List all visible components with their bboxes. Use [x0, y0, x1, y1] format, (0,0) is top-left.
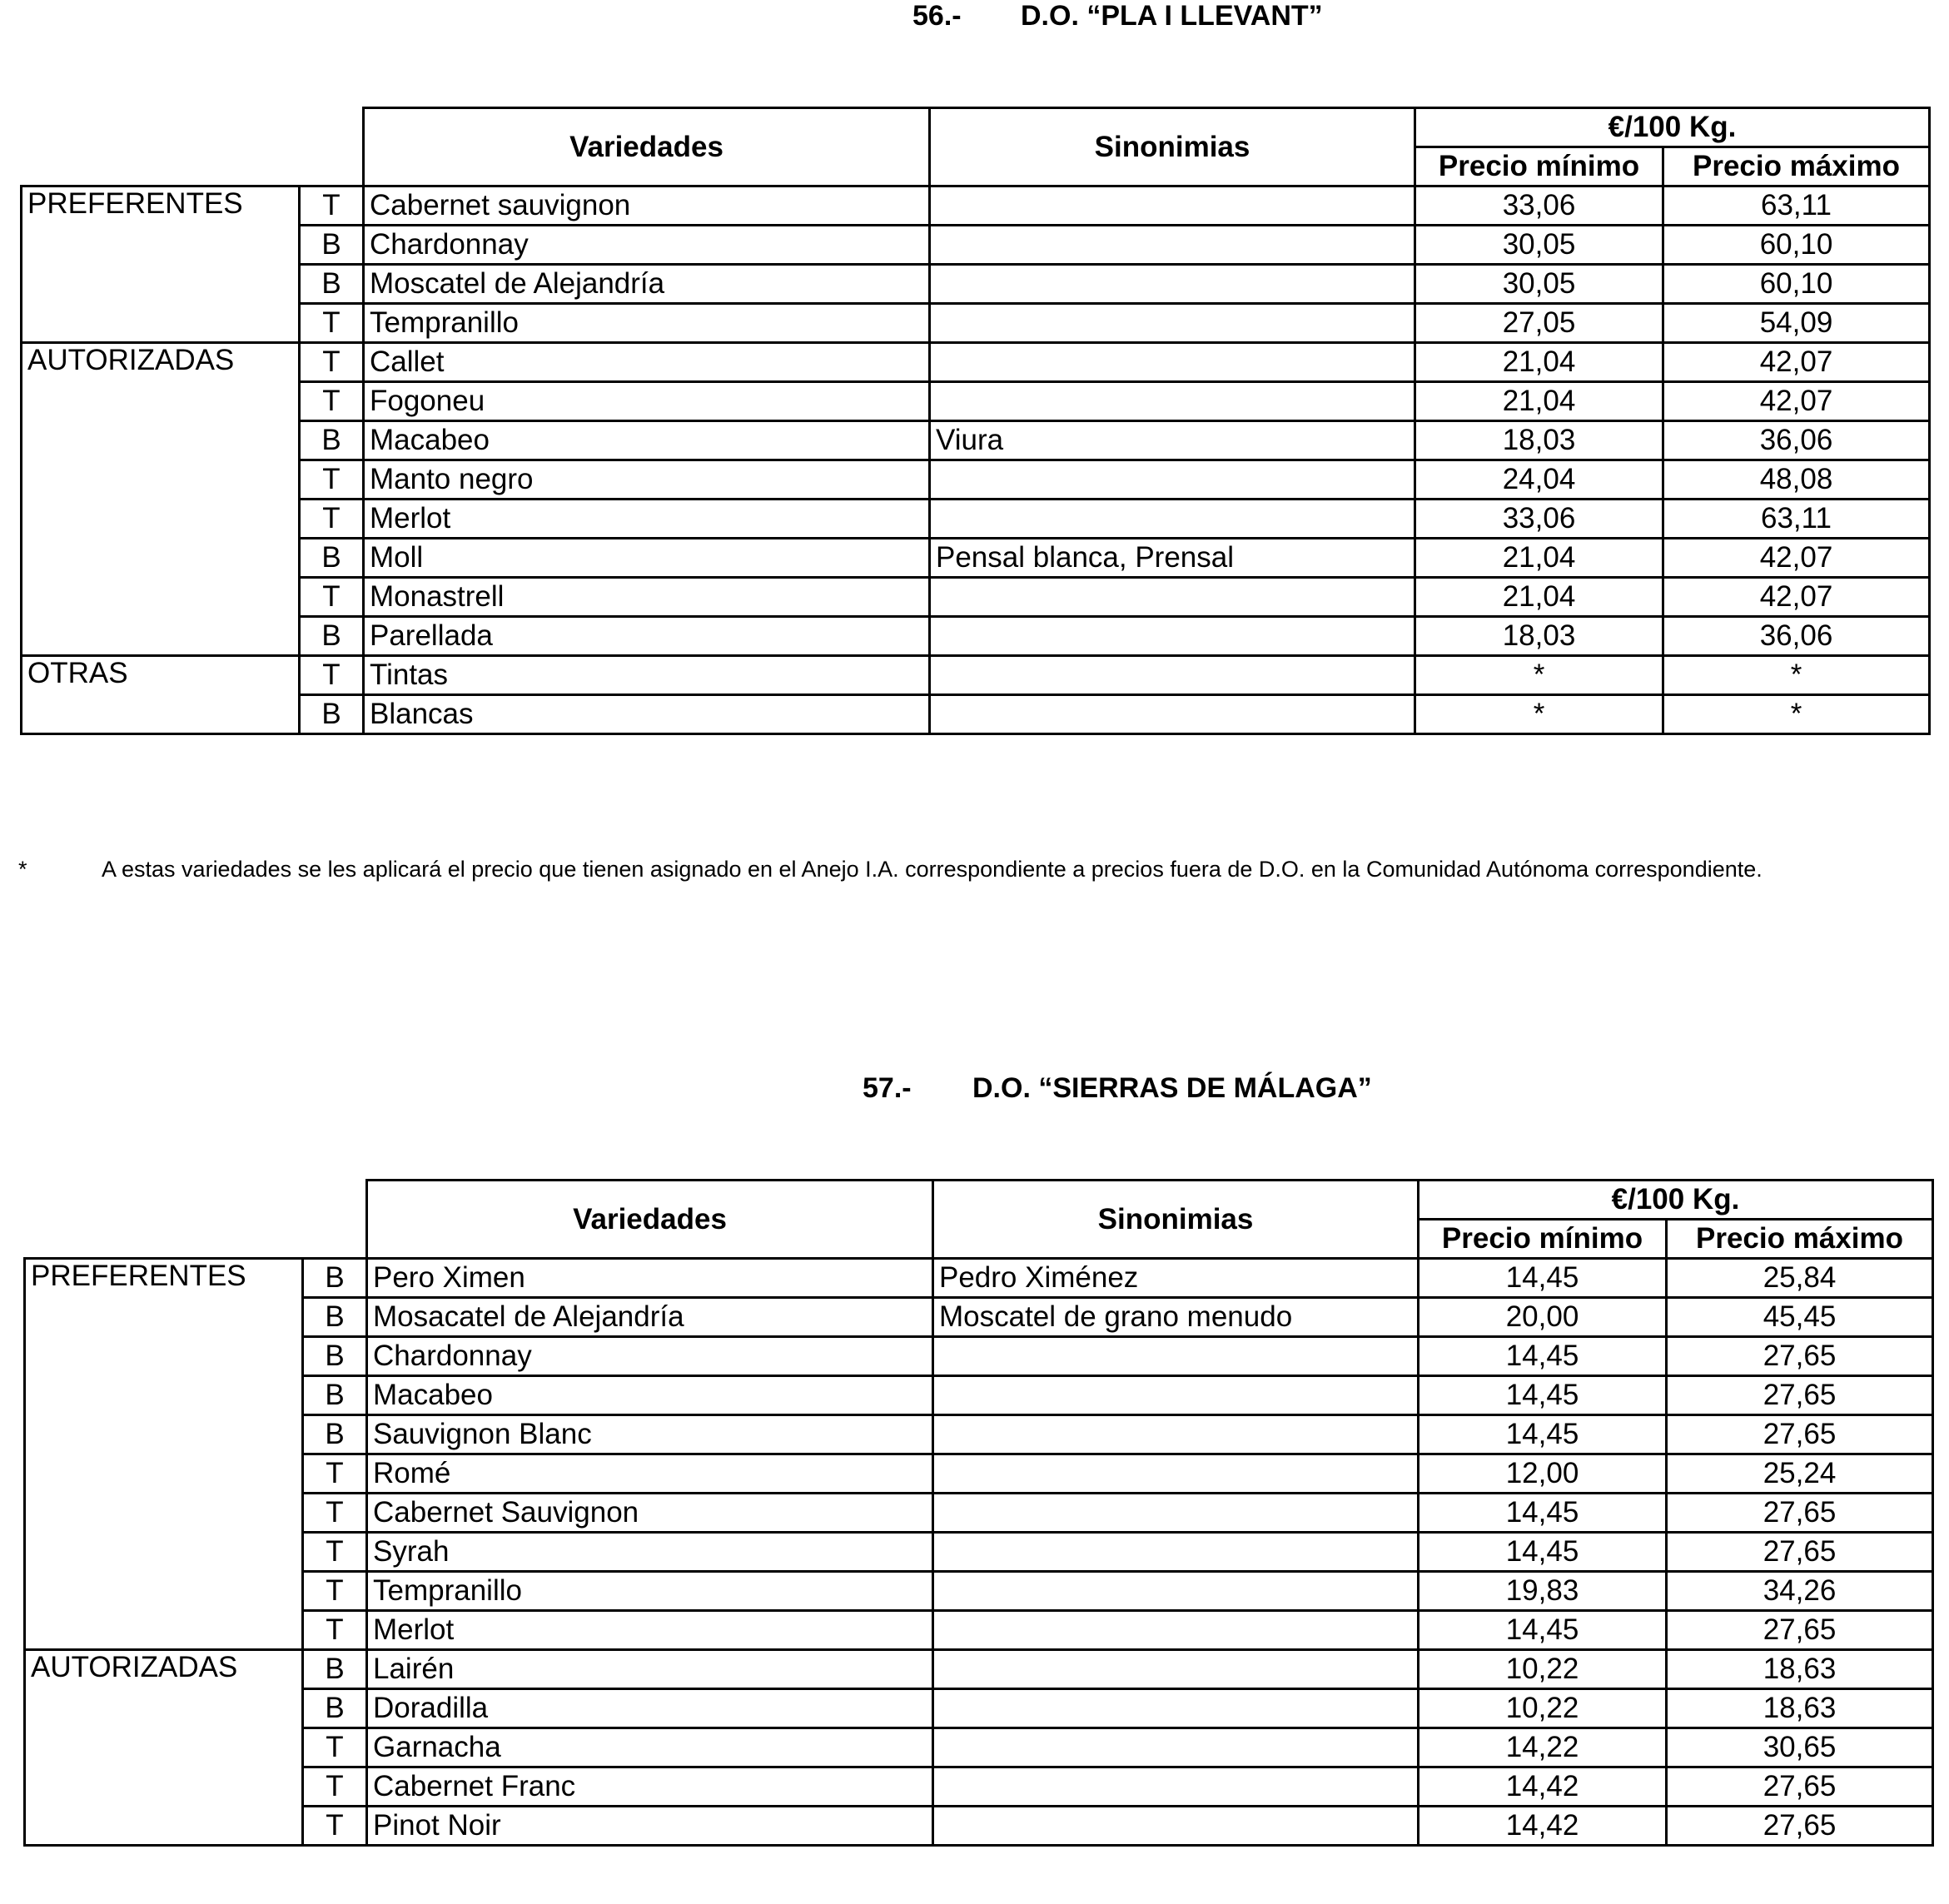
table-row	[22, 617, 1930, 656]
max-price-cell: 60,10	[1663, 265, 1930, 304]
table-row	[25, 1454, 1933, 1494]
color-cell: T	[300, 656, 364, 695]
color-cell: T	[300, 578, 364, 617]
min-price-cell: 14,45	[1419, 1611, 1667, 1650]
header-price-group: €/100 Kg.	[1419, 1181, 1933, 1220]
table-row	[25, 1611, 1933, 1650]
min-price-cell: 20,00	[1419, 1298, 1667, 1337]
color-cell: B	[300, 226, 364, 265]
min-price-cell: 33,06	[1415, 186, 1663, 226]
synonym-cell	[933, 1533, 1419, 1572]
variety-cell: Callet	[364, 343, 930, 382]
synonym-cell	[933, 1807, 1419, 1846]
synonym-cell	[933, 1415, 1419, 1454]
color-cell: B	[303, 1298, 367, 1337]
color-cell: B	[300, 695, 364, 734]
synonym-cell	[930, 265, 1415, 304]
color-cell: B	[303, 1689, 367, 1728]
table-row	[25, 1494, 1933, 1533]
variety-cell: Chardonnay	[364, 226, 930, 265]
max-price-cell: 42,07	[1663, 343, 1930, 382]
synonym-cell	[930, 617, 1415, 656]
category-cell: AUTORIZADAS	[22, 343, 300, 656]
table-row	[25, 1259, 1933, 1298]
synonym-cell	[933, 1572, 1419, 1611]
header-precio-minimo: Precio mínimo	[1419, 1220, 1667, 1259]
table-row	[22, 500, 1930, 539]
min-price-cell: 14,45	[1419, 1533, 1667, 1572]
synonym-cell	[930, 578, 1415, 617]
table-row	[25, 1807, 1933, 1846]
color-cell: T	[303, 1494, 367, 1533]
color-cell: T	[300, 343, 364, 382]
synonym-cell	[930, 500, 1415, 539]
variety-cell: Pinot Noir	[367, 1807, 933, 1846]
max-price-cell: 25,84	[1667, 1259, 1933, 1298]
color-cell: T	[300, 382, 364, 421]
color-cell: T	[303, 1454, 367, 1494]
min-price-cell: 14,42	[1419, 1807, 1667, 1846]
synonym-cell	[930, 304, 1415, 343]
color-cell: B	[300, 617, 364, 656]
color-cell: T	[303, 1572, 367, 1611]
synonym-cell	[930, 382, 1415, 421]
variety-cell: Chardonnay	[367, 1337, 933, 1376]
variety-cell: Blancas	[364, 695, 930, 734]
header-variedades: Variedades	[364, 108, 930, 186]
table-row	[25, 1572, 1933, 1611]
max-price-cell: 63,11	[1663, 186, 1930, 226]
header-price-group: €/100 Kg.	[1415, 108, 1930, 147]
footnote	[18, 853, 1933, 886]
table-row	[22, 382, 1930, 421]
variety-cell: Macabeo	[364, 421, 930, 460]
header-sinonimias: Sinonimias	[930, 108, 1415, 186]
min-price-cell: *	[1415, 695, 1663, 734]
variety-cell: Cabernet Sauvignon	[367, 1494, 933, 1533]
min-price-cell: 21,04	[1415, 578, 1663, 617]
synonym-cell	[930, 186, 1415, 226]
color-cell: B	[300, 539, 364, 578]
min-price-cell: 24,04	[1415, 460, 1663, 500]
max-price-cell: 27,65	[1667, 1807, 1933, 1846]
variety-cell: Garnacha	[367, 1728, 933, 1767]
color-cell: T	[300, 500, 364, 539]
table-row	[25, 1767, 1933, 1807]
max-price-cell: 27,65	[1667, 1415, 1933, 1454]
color-cell: T	[303, 1807, 367, 1846]
min-price-cell: 19,83	[1419, 1572, 1667, 1611]
min-price-cell: 30,05	[1415, 265, 1663, 304]
variety-cell: Romé	[367, 1454, 933, 1494]
color-cell: B	[303, 1337, 367, 1376]
synonym-cell	[930, 460, 1415, 500]
max-price-cell: 60,10	[1663, 226, 1930, 265]
variety-cell: Tintas	[364, 656, 930, 695]
section-57-number: 57.-	[863, 1072, 912, 1104]
variety-cell: Tempranillo	[367, 1572, 933, 1611]
table-row	[25, 1415, 1933, 1454]
min-price-cell: 14,45	[1419, 1415, 1667, 1454]
category-cell: AUTORIZADAS	[25, 1650, 303, 1846]
max-price-cell: 34,26	[1667, 1572, 1933, 1611]
table-row	[22, 578, 1930, 617]
variety-cell: Merlot	[364, 500, 930, 539]
variety-cell: Moll	[364, 539, 930, 578]
min-price-cell: *	[1415, 656, 1663, 695]
price-table-56	[20, 107, 1931, 735]
variety-cell: Lairén	[367, 1650, 933, 1689]
variety-cell: Cabernet sauvignon	[364, 186, 930, 226]
min-price-cell: 14,45	[1419, 1259, 1667, 1298]
table-row	[22, 186, 1930, 226]
variety-cell: Parellada	[364, 617, 930, 656]
max-price-cell: 18,63	[1667, 1650, 1933, 1689]
min-price-cell: 27,05	[1415, 304, 1663, 343]
table-57-body	[25, 1259, 1933, 1846]
synonym-cell	[933, 1337, 1419, 1376]
synonym-cell: Moscatel de grano menudo	[933, 1298, 1419, 1337]
color-cell: B	[303, 1259, 367, 1298]
min-price-cell: 14,45	[1419, 1337, 1667, 1376]
variety-cell: Manto negro	[364, 460, 930, 500]
max-price-cell: *	[1663, 656, 1930, 695]
color-cell: T	[303, 1728, 367, 1767]
color-cell: B	[300, 265, 364, 304]
footnote-marker: *	[18, 857, 27, 882]
table-row	[25, 1728, 1933, 1767]
synonym-cell: Pensal blanca, Prensal	[930, 539, 1415, 578]
table-row	[25, 1298, 1933, 1337]
variety-cell: Sauvignon Blanc	[367, 1415, 933, 1454]
max-price-cell: 30,65	[1667, 1728, 1933, 1767]
synonym-cell	[933, 1650, 1419, 1689]
synonym-cell	[933, 1376, 1419, 1415]
max-price-cell: 42,07	[1663, 382, 1930, 421]
color-cell: T	[303, 1533, 367, 1572]
header-precio-minimo: Precio mínimo	[1415, 147, 1663, 186]
table-56-body	[22, 186, 1930, 734]
section-57-name: D.O. “SIERRAS DE MÁLAGA”	[972, 1072, 1372, 1104]
price-table-57	[23, 1179, 1934, 1847]
table-row	[22, 304, 1930, 343]
max-price-cell: 27,65	[1667, 1767, 1933, 1807]
min-price-cell: 21,04	[1415, 539, 1663, 578]
header-variedades: Variedades	[367, 1181, 933, 1259]
max-price-cell: *	[1663, 695, 1930, 734]
max-price-cell: 42,07	[1663, 578, 1930, 617]
variety-cell: Cabernet Franc	[367, 1767, 933, 1807]
variety-cell: Doradilla	[367, 1689, 933, 1728]
category-cell: PREFERENTES	[25, 1259, 303, 1650]
section-56-name: D.O. “PLA I LLEVANT”	[1021, 0, 1323, 32]
category-cell: PREFERENTES	[22, 186, 300, 343]
max-price-cell: 42,07	[1663, 539, 1930, 578]
min-price-cell: 14,22	[1419, 1728, 1667, 1767]
min-price-cell: 14,45	[1419, 1494, 1667, 1533]
blank-corner	[22, 108, 364, 186]
min-price-cell: 18,03	[1415, 421, 1663, 460]
color-cell: B	[300, 421, 364, 460]
table-row	[22, 539, 1930, 578]
variety-cell: Moscatel de Alejandría	[364, 265, 930, 304]
color-cell: T	[300, 304, 364, 343]
table-row	[22, 265, 1930, 304]
table-row	[25, 1337, 1933, 1376]
table-row	[25, 1376, 1933, 1415]
max-price-cell: 27,65	[1667, 1611, 1933, 1650]
synonym-cell	[933, 1689, 1419, 1728]
synonym-cell	[933, 1494, 1419, 1533]
max-price-cell: 36,06	[1663, 617, 1930, 656]
min-price-cell: 21,04	[1415, 382, 1663, 421]
table-row	[22, 226, 1930, 265]
max-price-cell: 27,65	[1667, 1494, 1933, 1533]
max-price-cell: 27,65	[1667, 1376, 1933, 1415]
synonym-cell: Viura	[930, 421, 1415, 460]
synonym-cell	[933, 1728, 1419, 1767]
variety-cell: Mosacatel de Alejandría	[367, 1298, 933, 1337]
table-row	[22, 656, 1930, 695]
synonym-cell	[930, 695, 1415, 734]
color-cell: T	[300, 186, 364, 226]
table-row	[22, 421, 1930, 460]
table-row	[25, 1689, 1933, 1728]
variety-cell: Fogoneu	[364, 382, 930, 421]
min-price-cell: 10,22	[1419, 1689, 1667, 1728]
color-cell: B	[303, 1650, 367, 1689]
min-price-cell: 33,06	[1415, 500, 1663, 539]
max-price-cell: 36,06	[1663, 421, 1930, 460]
synonym-cell	[933, 1767, 1419, 1807]
min-price-cell: 14,45	[1419, 1376, 1667, 1415]
variety-cell: Monastrell	[364, 578, 930, 617]
color-cell: T	[303, 1767, 367, 1807]
category-cell: OTRAS	[22, 656, 300, 734]
table-row	[25, 1650, 1933, 1689]
header-precio-maximo: Precio máximo	[1663, 147, 1930, 186]
synonym-cell	[933, 1454, 1419, 1494]
max-price-cell: 45,45	[1667, 1298, 1933, 1337]
max-price-cell: 63,11	[1663, 500, 1930, 539]
blank-corner	[25, 1181, 367, 1259]
max-price-cell: 48,08	[1663, 460, 1930, 500]
section-56-number: 56.-	[912, 0, 962, 32]
variety-cell: Pero Ximen	[367, 1259, 933, 1298]
variety-cell: Merlot	[367, 1611, 933, 1650]
variety-cell: Macabeo	[367, 1376, 933, 1415]
min-price-cell: 30,05	[1415, 226, 1663, 265]
header-sinonimias: Sinonimias	[933, 1181, 1419, 1259]
color-cell: T	[300, 460, 364, 500]
color-cell: B	[303, 1415, 367, 1454]
footnote-text: A estas variedades se les aplicará el precio que tienen asignado en el Anejo I.A. correspondiente a precios fuera de D.O. en la Comunidad Autónoma correspondiente.	[102, 857, 1763, 882]
min-price-cell: 12,00	[1419, 1454, 1667, 1494]
variety-cell: Tempranillo	[364, 304, 930, 343]
color-cell: B	[303, 1376, 367, 1415]
synonym-cell	[930, 226, 1415, 265]
header-precio-maximo: Precio máximo	[1667, 1220, 1933, 1259]
table-row	[22, 343, 1930, 382]
max-price-cell: 54,09	[1663, 304, 1930, 343]
max-price-cell: 25,24	[1667, 1454, 1933, 1494]
synonym-cell	[933, 1611, 1419, 1650]
table-row	[25, 1533, 1933, 1572]
table-row	[22, 460, 1930, 500]
color-cell: T	[303, 1611, 367, 1650]
max-price-cell: 18,63	[1667, 1689, 1933, 1728]
min-price-cell: 10,22	[1419, 1650, 1667, 1689]
variety-cell: Syrah	[367, 1533, 933, 1572]
min-price-cell: 18,03	[1415, 617, 1663, 656]
min-price-cell: 21,04	[1415, 343, 1663, 382]
max-price-cell: 27,65	[1667, 1337, 1933, 1376]
synonym-cell	[930, 656, 1415, 695]
synonym-cell: Pedro Ximénez	[933, 1259, 1419, 1298]
synonym-cell	[930, 343, 1415, 382]
max-price-cell: 27,65	[1667, 1533, 1933, 1572]
min-price-cell: 14,42	[1419, 1767, 1667, 1807]
table-row	[22, 695, 1930, 734]
